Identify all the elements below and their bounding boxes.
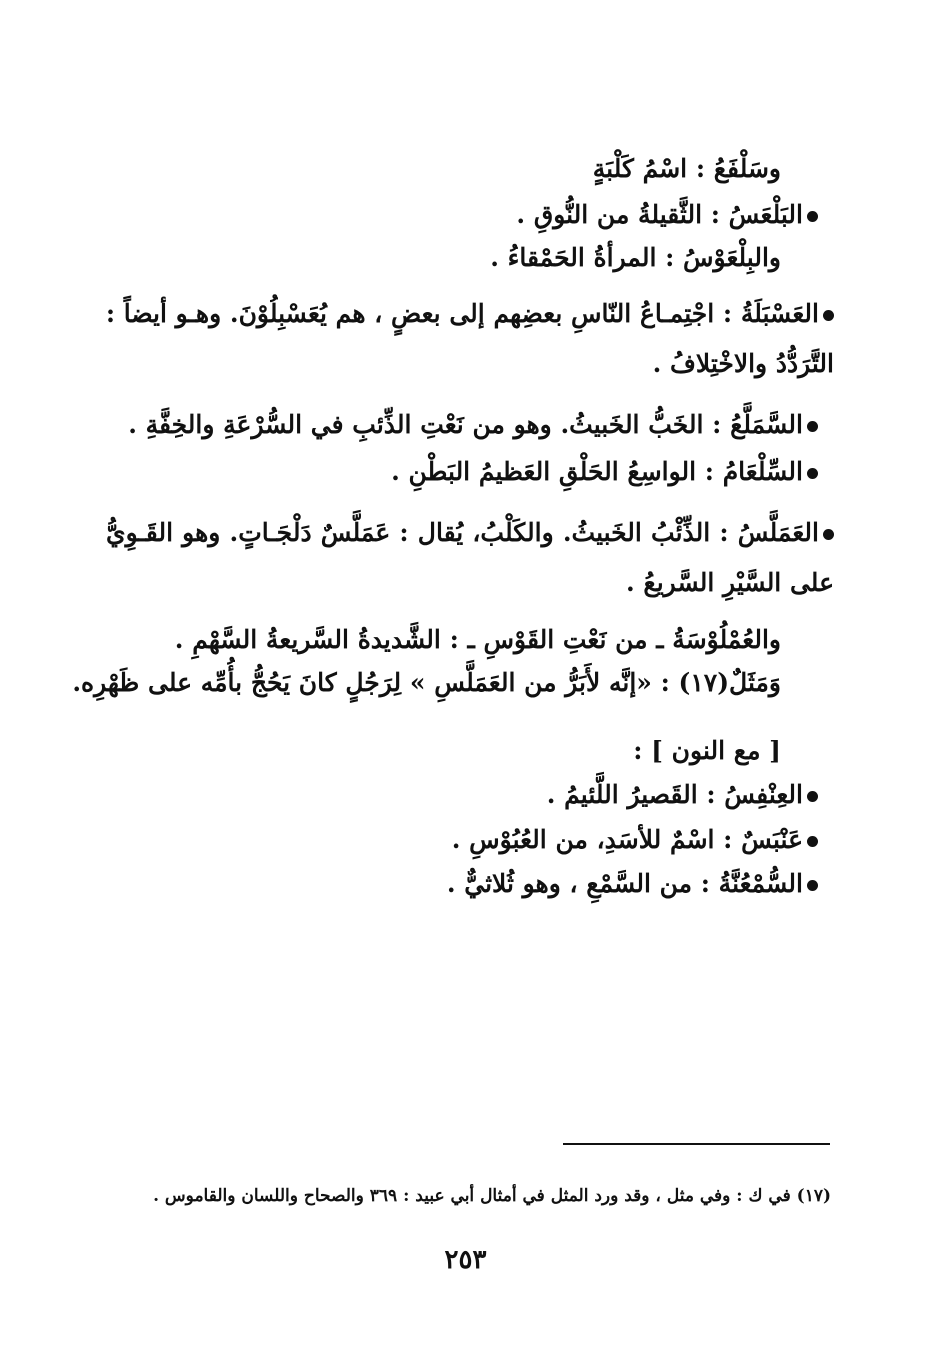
entry-text: والعُمْلُوْسَةُ ـ من نَعْتِ القَوْسِ ـ : الشَّديدةُ السَّريعةُ السَّهْمِ . [174,625,781,654]
bullet-icon [807,468,818,479]
entry-text: وسَلْفَعُ : اسْمُ كَلْبَةٍ [592,154,781,183]
bullet-icon [807,791,818,802]
entry-line [106,515,834,551]
bullet-icon [807,211,818,222]
entry-line [547,777,818,813]
entry-text: السُّمْعُنَّةُ : من السَّمْعِ ، وهو ثُلاثيٌّ . [446,869,803,898]
entry-line [626,565,834,601]
entry-line [490,240,781,276]
entry-text: العَسْبَلَةُ : اجْتِمـاعُ النّاسِ بعضِهم إلى بعضٍ ، هم يُعَسْبِلُوْنَ. وهـو أيضاً : [105,299,819,328]
bullet-icon [823,529,834,540]
entry-line [447,866,818,902]
entry-line [391,454,818,490]
entry-text: العِنْفِسُ : القَصيرُ اللَّئيمُ . [546,780,803,809]
entry-text: السَّمَلَّعُ : الخَبُّ الخَبيثُ. وهو من نَعْتِ الذِّئبِ في السُّرْعَةِ والخِفَّةِ . [128,410,803,439]
page-number: ٢٥٣ [444,1245,487,1275]
footnote: (١٧) في ك : وفي مثل ، وقد ورد المثل في أمثال أبي عبيد : ٣٦٩ والصحاح واللسان والقاموس . [153,1186,831,1206]
section-heading [633,733,781,769]
entry-text: على السَّيْرِ السَّريعُ . [626,568,834,597]
entry-line [175,622,781,658]
entry-line [653,346,834,382]
footnote-divider [563,1143,830,1145]
entry-text: عَنْبَسٌ : اسْمٌ للأسَدِ، من العُبُوْسِ . [451,825,803,854]
entry-text: السِّلْعَامُ : الواسِعُ الحَلْقِ العَظيمُ البَطْنِ . [391,457,803,486]
entry-line [128,407,818,443]
entry-text: وَمَثَلٌ(١٧) : «إنَّه لأَبَرُّ من العَمَلَّسِ » لِرَجُلٍ كانَ يَحُجُّ بأُمِّه على ظَهْرِه. [72,668,781,697]
entry-text: والبِلْعَوْسُ : المرأةُ الحَمْقاءُ . [490,243,781,272]
entry-line [593,151,781,187]
bullet-icon [807,421,818,432]
bullet-icon [807,880,818,891]
bullet-icon [823,310,834,321]
entry-line [452,822,818,858]
bullet-icon [807,836,818,847]
entry-text: العَمَلَّسُ : الذِّئْبُ الخَبيثُ. والكَلْبُ، يُقال : عَمَلَّسٌ دَلْجَـاتٍ. وهو القَـوِيُّ [106,518,819,547]
entry-line [72,665,781,701]
entry-line [516,197,818,233]
entry-line [106,296,834,332]
entry-text: البَلْعَسُ : الثَّقيلةُ من النُّوقِ . [516,200,803,229]
section-heading-text: [ مع النون ] : [633,736,781,765]
entry-text: التَّرَدُّدُ والاخْتِلافُ . [652,349,834,378]
